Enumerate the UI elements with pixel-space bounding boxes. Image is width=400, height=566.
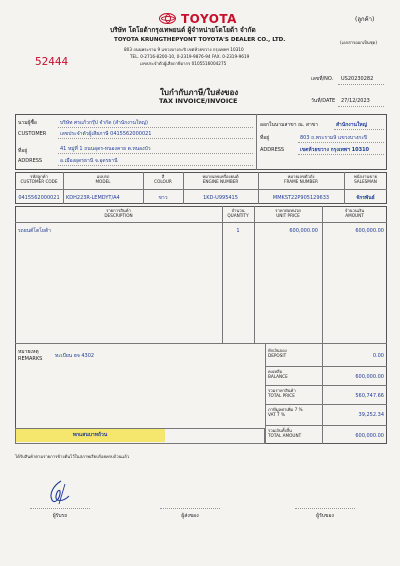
branch-value: สำนักงานใหญ่ bbox=[336, 122, 367, 128]
vehicle-header-colour: สี COLOUR bbox=[154, 174, 172, 184]
vehicle-header-model: แบบรถ MODEL bbox=[95, 174, 111, 184]
customer-addr-line2: อ.เมืองอุดรธานี จ.อุดรธานี bbox=[60, 158, 118, 164]
totals-balance-label: คงเหลือ BALANCE bbox=[268, 369, 288, 379]
item-row-unit-price: 600,000.00 bbox=[289, 228, 318, 234]
customer-name-value: บริษัท ศรแก้วกรุ๊ป จำกัด (สำนักงานใหญ่) bbox=[60, 120, 148, 126]
copy-sub: (เอกสารออกเป็นชุด) bbox=[340, 40, 377, 45]
doc-no-label: เลขที่/NO. bbox=[311, 76, 334, 82]
date-label: วันที่/DATE bbox=[311, 98, 336, 104]
vehicle-header-engine: หมายเลขเครื่องยนต์ ENGINE NUMBER bbox=[202, 174, 239, 184]
company-address: 803 ถนนพระราม 9 แขวงบางกะปิ เขตห้วยขวาง กรุงเทพฯ 10310 bbox=[124, 47, 244, 52]
vehicle-model: KDH223R-LEMDYT/A4 bbox=[66, 195, 120, 201]
vehicle-frame: MMKST22P905129633 bbox=[272, 195, 330, 201]
customer-addr-label-th: ที่อยู่ bbox=[18, 148, 28, 154]
doc-no-value: US20230282 bbox=[341, 76, 374, 82]
customer-taxid-value: เลขประจำตัวผู้เสียภาษี 0415562000021 bbox=[60, 131, 152, 137]
items-header-quantity: จำนวน QUANTITY bbox=[227, 208, 249, 218]
brand-name: TOYOTA bbox=[181, 12, 237, 26]
vehicle-header-salesman: พนักงานขาย SALESMAN bbox=[353, 174, 378, 184]
signature-deliverer: ผู้ส่งของ bbox=[181, 513, 199, 519]
remarks-value: ทะเบียน ฮจ 4302 bbox=[55, 353, 95, 359]
date-value: 27/12/2023 bbox=[341, 98, 370, 104]
totals-total-amount-label: รวมเงินทั้งสิ้น TOTAL AMOUNT bbox=[268, 428, 302, 438]
title-en: TAX INVOICE/INVOICE bbox=[159, 97, 238, 105]
company-taxid: เลขประจำตัวผู้เสียภาษีอากร 0105516004275 bbox=[140, 61, 227, 66]
totals-total-price-value: 560,747.66 bbox=[355, 393, 384, 399]
items-header-amount: จำนวนเงิน AMOUNT bbox=[344, 208, 365, 218]
title-th: ใบกำกับภาษี/ใบส่งของ bbox=[160, 88, 239, 97]
customer-name-label-th: นามผู้ซื้อ bbox=[18, 120, 37, 126]
item-row-amount: 600,000.00 bbox=[355, 228, 384, 234]
item-row-quantity: 1 bbox=[236, 228, 240, 234]
signature-receiver-vehicle: ผู้รับรถ bbox=[52, 513, 68, 519]
signature-receiver-goods: ผู้รับของ bbox=[316, 513, 334, 519]
vehicle-salesman: จักรพันธ์ bbox=[356, 195, 375, 201]
company-tel: TEL. 0-2716-8200-10, 0-2319-9876-94 FAX. 0-2319-9619 bbox=[130, 54, 250, 59]
items-table bbox=[15, 206, 387, 444]
totals-balance-value: 600,000.00 bbox=[355, 374, 384, 380]
company-name-en: TOYOTA KRUNGTHEPYONT TOYOTA'S DEALER CO., LTD. bbox=[114, 37, 286, 43]
items-header-unit-price: ราคาต่อหน่วย UNIT PRICE bbox=[275, 208, 301, 218]
remarks-label-th: หมายเหตุ bbox=[18, 349, 39, 355]
items-header-description: รายการสินค้า DESCRIPTION bbox=[104, 208, 133, 218]
totals-total-price-label: รวมราคาสินค้า TOTAL PRICE bbox=[268, 388, 296, 398]
totals-deposit-label: หักเงินจอง DEPOSIT bbox=[268, 348, 287, 358]
company-name-th: บริษัท โตโยต้ากรุงเทพยนต์ ผู้จำหน่ายโตโยต้า จำกัด bbox=[110, 26, 256, 34]
footer-note: ได้รับสินค้าตามรายการข้างต้นไว้ในสภาพเรียบร้อยครบถ้วนแล้ว bbox=[15, 454, 130, 459]
amount-in-words: หกแสนบาทถ้วน bbox=[72, 432, 108, 438]
vehicle-engine: 1KD-U995415 bbox=[203, 195, 238, 201]
vehicle-colour: ขาว bbox=[158, 195, 168, 201]
copy-label: (ลูกค้า) bbox=[355, 16, 375, 23]
branch-label: ออกในนามสาขา ณ. สาขา bbox=[260, 122, 318, 128]
totals-total-amount-value: 600,000.00 bbox=[355, 433, 384, 439]
r-addr-label-en: ADDRESS bbox=[260, 147, 285, 153]
toyota-logo-icon bbox=[159, 13, 176, 24]
customer-name-label-en: CUSTOMER bbox=[18, 131, 47, 137]
totals-vat-label: ภาษีมูลค่าเพิ่ม 7 % VAT 7 % bbox=[268, 407, 303, 417]
vehicle-customer-code: 0415562000021 bbox=[18, 195, 60, 201]
vehicle-header-customer-code: รหัสลูกค้า CUSTOMER CODE bbox=[20, 174, 58, 184]
customer-addr-label-en: ADDRESS bbox=[18, 158, 43, 164]
totals-deposit-value: 0.00 bbox=[372, 353, 384, 359]
r-addr-line2: เขตห้วยขวาง กรุงเทพฯ 10310 bbox=[300, 147, 370, 153]
item-row-description: รถยนต์โตโยต้า bbox=[18, 228, 51, 234]
customer-addr-line1: 41 หมู่ที่ 1 ถนนอุดร-หนองคาย ต.หนองบัว bbox=[60, 146, 151, 152]
handwritten-signature bbox=[45, 478, 75, 506]
totals-vat-value: 39,252.34 bbox=[358, 412, 384, 418]
r-addr-label-th: ที่อยู่ bbox=[260, 135, 270, 141]
r-addr-line1: 803 ถ.พระราม9 แขวงบางกะปิ bbox=[300, 135, 368, 141]
vehicle-header-frame: หมายเลขตัวถัง FRAME NUMBER bbox=[284, 174, 318, 184]
red-doc-number: 52444 bbox=[35, 55, 69, 68]
remarks-label-en: REMARKS bbox=[18, 356, 43, 362]
